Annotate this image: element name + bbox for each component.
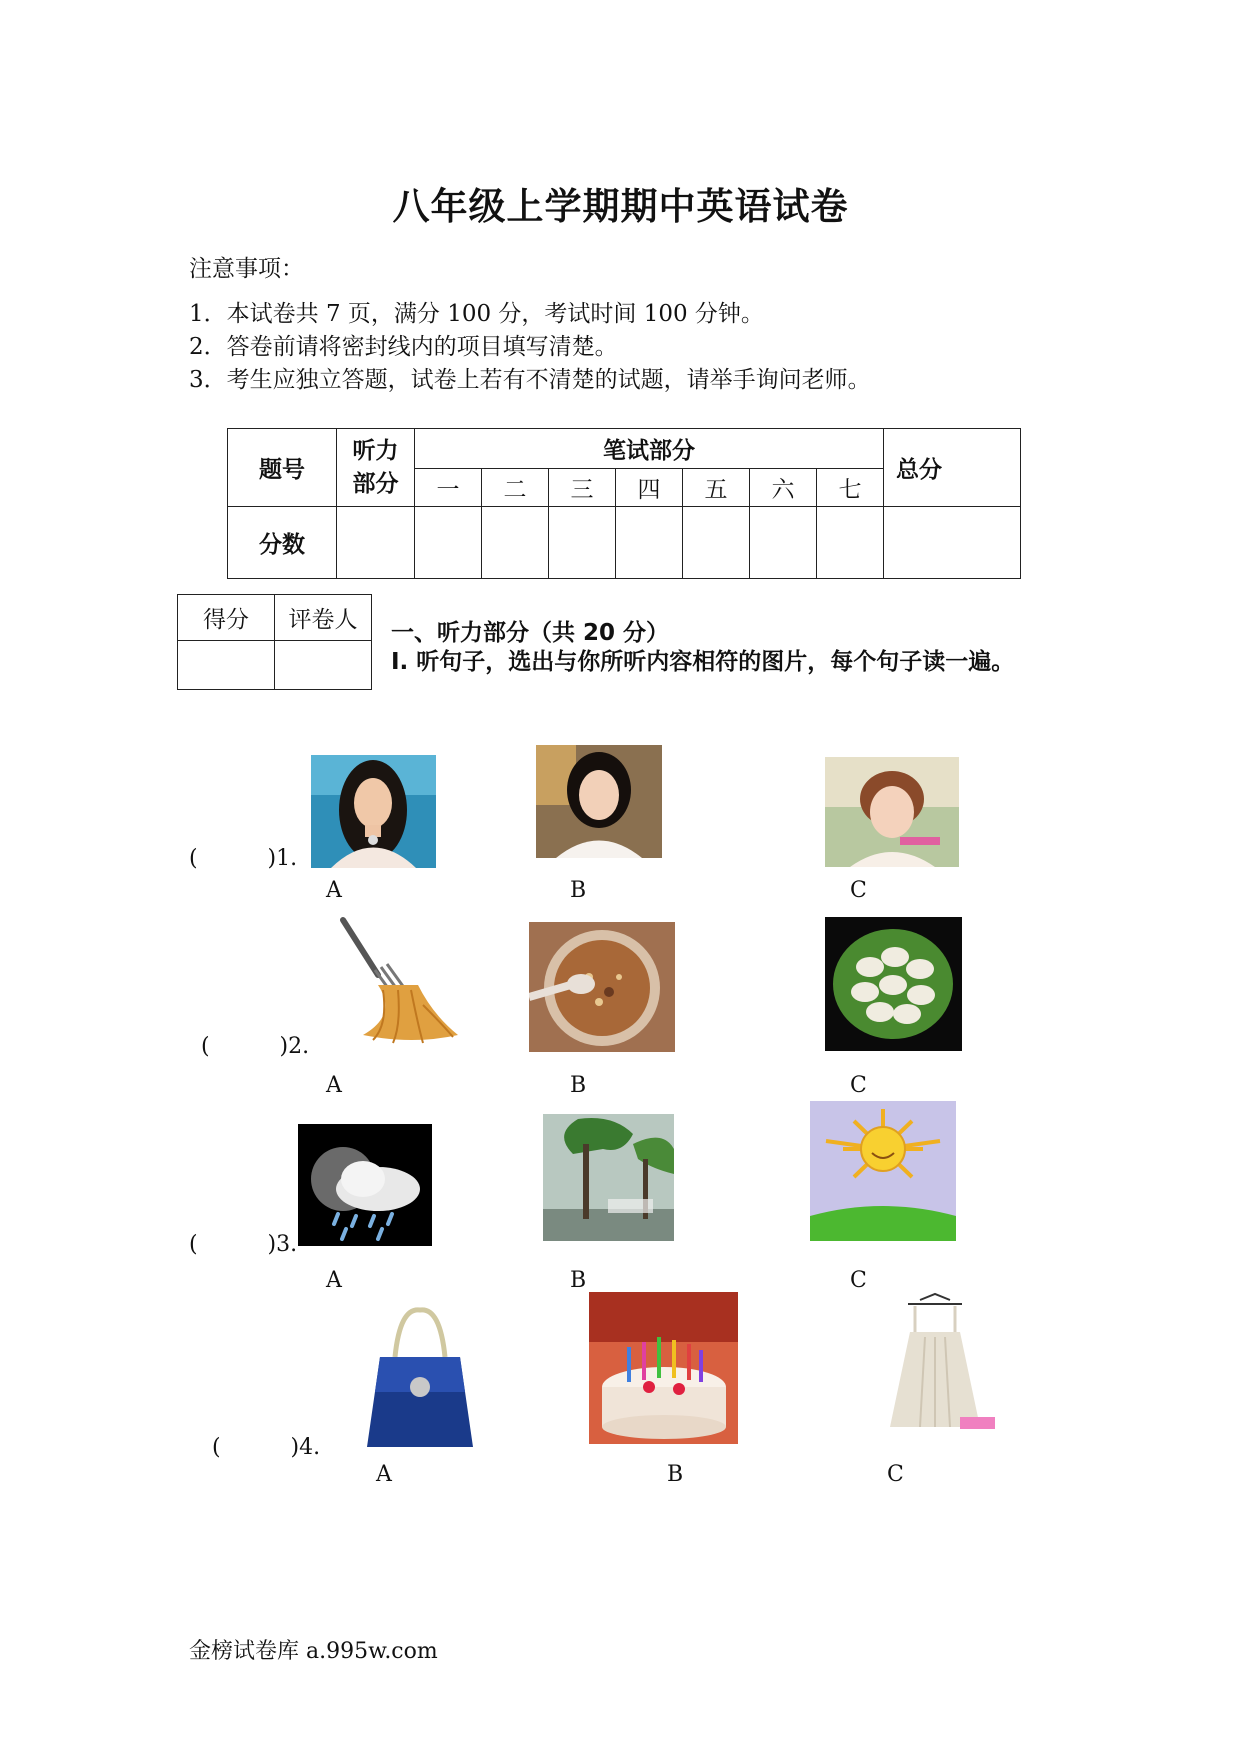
score-input-total[interactable] [884,507,1021,579]
notice-item: 2．答卷前请将密封线内的项目填写清楚。 [189,334,618,360]
option-label: C [887,1462,904,1487]
section-cell-1: 一 [415,469,482,507]
dress-photo [870,1292,1000,1442]
woman-long-hair-photo [311,755,436,868]
score-input-5[interactable] [683,507,750,579]
option-label: B [570,1073,587,1098]
porridge-bowl-photo [529,922,675,1052]
grader-name-label: 评卷人 [275,595,372,641]
score-input-listening[interactable] [337,507,415,579]
option-label: C [850,878,867,903]
notice-item: 3．考生应独立答题，试卷上若有不清楚的试题，请举手询问老师。 [189,367,871,393]
woman-curly-hair-photo [825,757,959,867]
grader-name-input[interactable] [275,641,372,690]
option-label: A [326,878,342,903]
birthday-cake-photo [589,1292,738,1444]
option-label: C [850,1268,867,1293]
section-cell-4: 四 [616,469,683,507]
question-1-number[interactable]: ( )1. [189,846,298,871]
section-cell-5: 五 [683,469,750,507]
section-cell-6: 六 [750,469,817,507]
section-cell-3: 三 [549,469,616,507]
option-label: B [667,1462,684,1487]
noodles-fork-photo [323,915,467,1050]
question-2-number[interactable]: ( )2. [201,1034,310,1059]
written-cell: 笔试部分 [415,429,884,469]
tihao-cell: 题号 [228,429,337,507]
option-label: B [570,878,587,903]
question-3-number[interactable]: ( )3. [189,1232,298,1257]
section-cell-7: 七 [817,469,884,507]
dumplings-plate-photo [825,917,962,1051]
score-input-7[interactable] [817,507,884,579]
listening-cell [337,429,415,507]
score-input-3[interactable] [549,507,616,579]
score-table [227,428,1021,579]
page-title: 八年级上学期期中英语试卷 [392,185,849,228]
option-label: A [326,1268,342,1293]
footer-source: 金榜试卷库 a.995w.com [189,1639,438,1664]
score-input-2[interactable] [482,507,549,579]
grader-table [177,594,372,690]
option-label: B [570,1268,587,1293]
option-label: C [850,1073,867,1098]
section-cell-2: 二 [482,469,549,507]
notice-item: 1．本试卷共 7 页，满分 100 分，考试时间 100 分钟。 [189,301,764,327]
grader-score-label: 得分 [178,595,275,641]
score-input-1[interactable] [415,507,482,579]
rain-cloud-icon [298,1124,432,1246]
handbag-photo [365,1302,475,1454]
score-label-cell: 分数 [228,507,337,579]
total-cell: 总分 [884,429,1021,507]
option-label: A [376,1462,392,1487]
windy-trees-photo [543,1114,674,1241]
listening-label: 听力部分 [352,437,399,497]
sun-icon [810,1101,956,1241]
notice-heading: 注意事项： [189,256,304,282]
grader-score-input[interactable] [178,641,275,690]
option-label: A [326,1073,342,1098]
score-input-6[interactable] [750,507,817,579]
question-4-number[interactable]: ( )4. [212,1435,321,1460]
section-instructions: Ⅰ. 听句子，选出与你所听内容相符的图片，每个句子读一遍。 [391,649,1015,675]
section-title: 一、听力部分（共 20 分） [391,620,670,646]
notice-list [189,298,871,397]
woman-short-hair-photo [536,745,662,858]
score-input-4[interactable] [616,507,683,579]
